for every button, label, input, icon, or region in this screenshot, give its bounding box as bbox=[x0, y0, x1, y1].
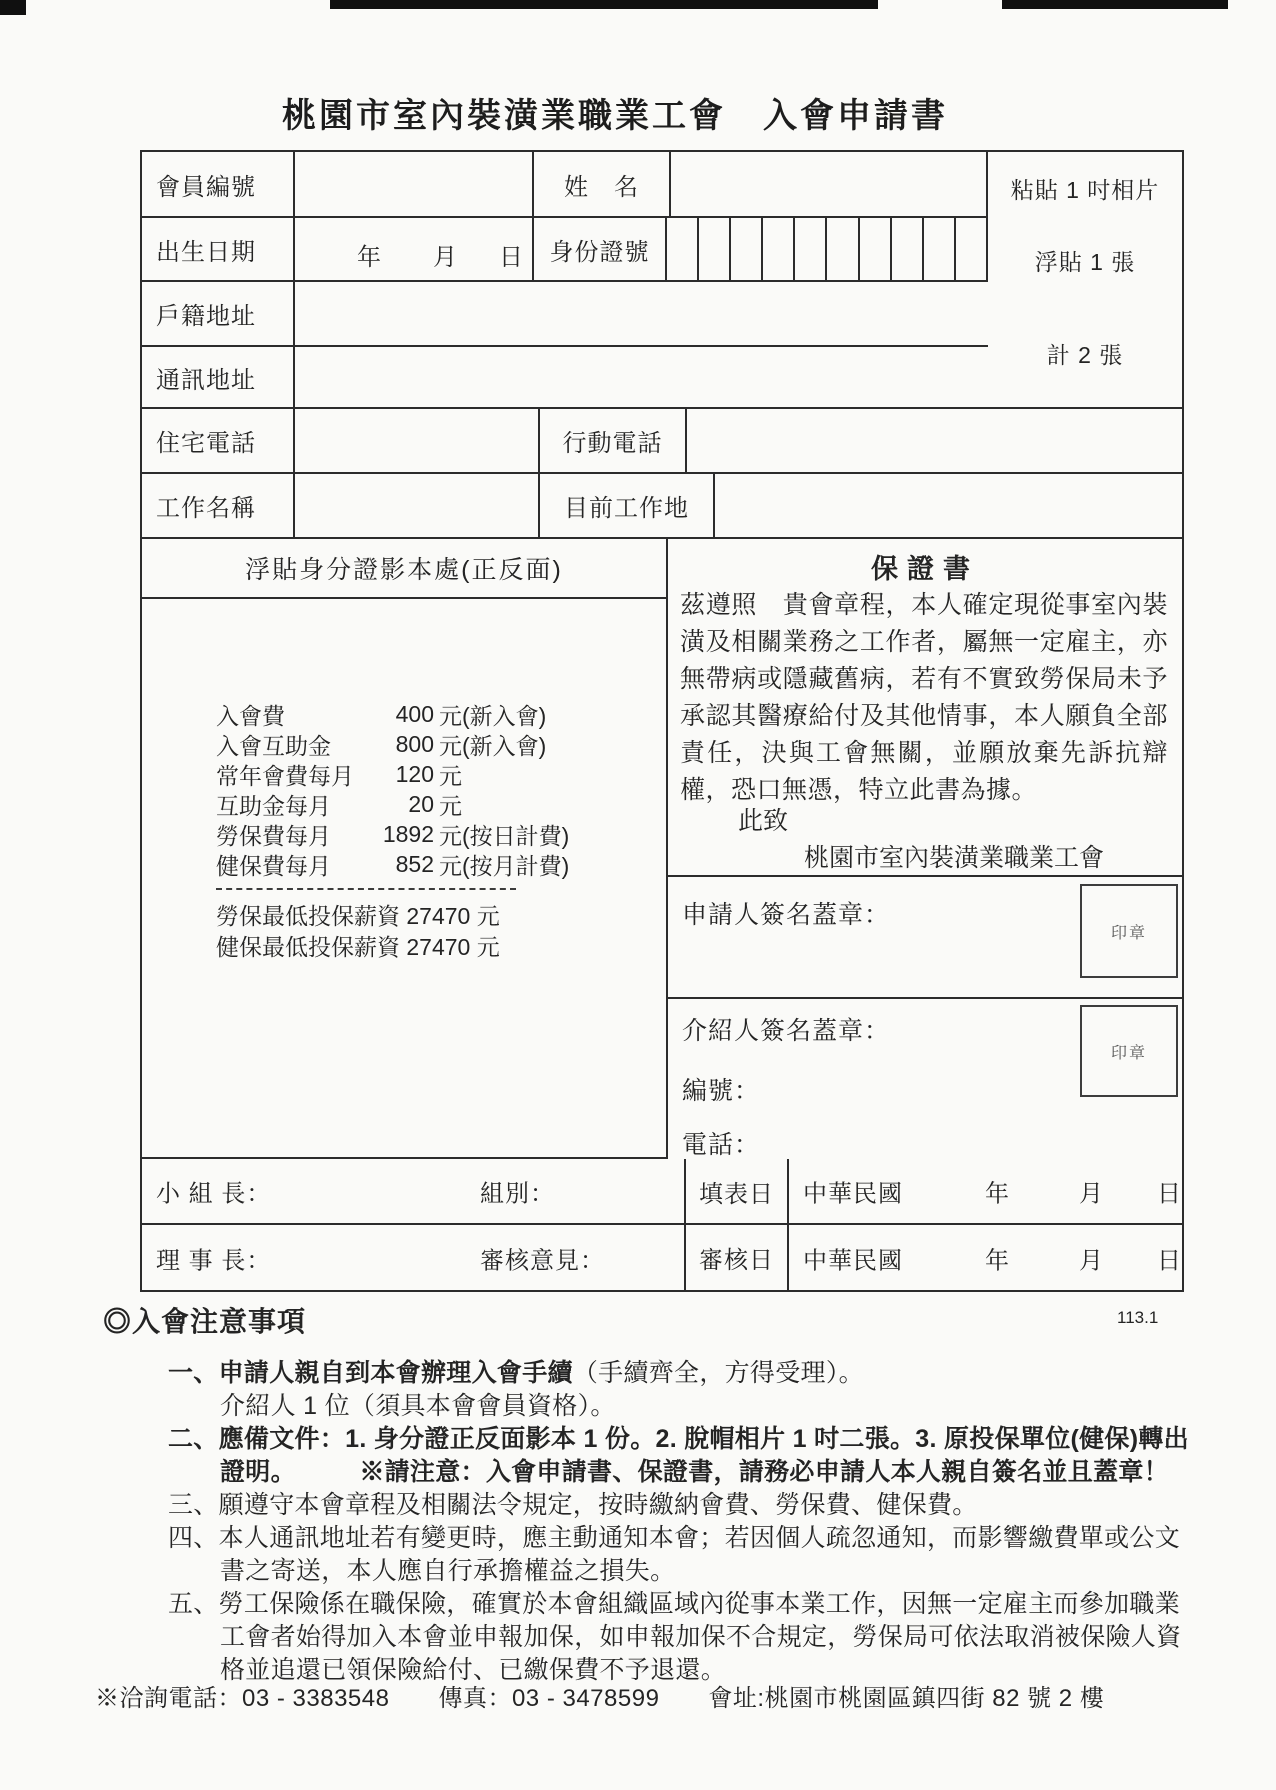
introducer-no-label: 編號： bbox=[682, 1077, 761, 1105]
name-field bbox=[671, 152, 988, 218]
fee-row bbox=[216, 819, 569, 849]
seal-label: 印章 bbox=[1110, 1044, 1147, 1062]
note-text-segment: 四、本人通訊地址若有變更時，應主動通知本會；若因個人疏忽通知，而影響繳費單或公文 bbox=[168, 1524, 1181, 1552]
id-digit-cell bbox=[860, 218, 892, 280]
fee-label: 常年會費每月 bbox=[216, 762, 354, 789]
fee-unit: 元 bbox=[439, 762, 462, 789]
note-line bbox=[220, 1551, 675, 1587]
note-line bbox=[168, 1485, 978, 1521]
fee-label: 健保費每月 bbox=[216, 852, 331, 879]
fee-row bbox=[216, 849, 569, 879]
note-text-segment bbox=[283, 1458, 359, 1486]
notes-heading: ◎入會注意事項 bbox=[103, 1306, 307, 1337]
fee-divider bbox=[216, 888, 516, 890]
introducer-phone-label: 電話： bbox=[682, 1131, 761, 1159]
note-text-segment: 格並追還已領保險給付、已繳保費不予退還。 bbox=[220, 1656, 727, 1684]
job-title-label: 工作名稱 bbox=[142, 474, 295, 539]
guarantee-body: 茲遵照 貴會章程，本人確定現從事室內裝潢及相關業務之工作者，屬無一定雇主，亦無帶病或隱藏舊病，若有不實致勞保局未予承認其醫療給付及其他情事，本人願負全部責任，決與工會無關，並願放棄先訴抗辯權，恐口無憑，特立此書為據。 bbox=[680, 591, 1168, 804]
note-text-segment: 五、勞工保險係在職保險，確實於本會組織區域內從事本業工作，因無一定雇主而參加職業 bbox=[168, 1590, 1181, 1618]
fee-row bbox=[216, 759, 569, 789]
birth-day-label: 日 bbox=[499, 244, 523, 271]
id-number-boxes bbox=[667, 218, 988, 282]
contact-footer: ※洽詢電話：03 - 3383548 傳真：03 - 3478599 會址:桃園市桃園區鎮四街 82 號 2 樓 bbox=[95, 1685, 1105, 1712]
scan-artifact-corner bbox=[0, 0, 26, 15]
scan-artifact-bar-right bbox=[1002, 0, 1228, 9]
guarantee-section bbox=[668, 539, 1182, 877]
note-text-segment: 工會者始得加入本會並申報加保，如申報加保不合規定，勞保局可依法取消被保險人資 bbox=[220, 1623, 1182, 1651]
year-label: 年 bbox=[985, 1247, 1010, 1274]
fee-unit: 元 bbox=[439, 792, 462, 819]
photo-box bbox=[988, 152, 1182, 409]
id-copy-area bbox=[142, 599, 668, 1159]
review-date-label: 審核日 bbox=[686, 1225, 789, 1290]
note-text-segment: 應備文件：1. 身分證正反面影本 1 份。2. 脫帽相片 1 吋二張。3. 原投保單位(健保)轉出 bbox=[218, 1425, 1189, 1453]
photo-instruction-1: 粘貼 1 吋相片 bbox=[1010, 177, 1160, 203]
review-date-field bbox=[789, 1225, 1182, 1290]
fee-label: 互助金每月 bbox=[216, 792, 331, 819]
note-text-segment: 二、 bbox=[168, 1425, 219, 1453]
id-digit-cell bbox=[892, 218, 924, 280]
member-no-field bbox=[295, 152, 534, 218]
household-address-label: 戶籍地址 bbox=[142, 282, 295, 347]
applicant-signature-label: 申請人簽名蓋章： bbox=[682, 901, 891, 929]
form-title: 桃園市室內裝潢業職業工會 入會申請書 bbox=[282, 97, 948, 135]
note-line bbox=[220, 1617, 1181, 1653]
job-title-field bbox=[295, 474, 540, 539]
home-phone-label: 住宅電話 bbox=[142, 409, 295, 474]
id-digit-cell bbox=[763, 218, 795, 280]
roc-era-label: 中華民國 bbox=[803, 1247, 903, 1274]
fee-label: 入會費 bbox=[216, 702, 285, 729]
month-label: 月 bbox=[1079, 1180, 1104, 1208]
form-table bbox=[140, 150, 1184, 1292]
workplace-field bbox=[715, 474, 1182, 539]
fee-amt: 852 bbox=[395, 850, 434, 877]
home-phone-field bbox=[295, 409, 540, 474]
fee-unit: 元(新入會) bbox=[439, 702, 547, 729]
id-copy-header: 浮貼身分證影本處(正反面) bbox=[142, 539, 668, 599]
roc-era-label: 中華民國 bbox=[803, 1180, 903, 1208]
id-digit-cell bbox=[956, 218, 986, 280]
workplace-label: 目前工作地 bbox=[540, 474, 715, 539]
day-label: 日 bbox=[1157, 1180, 1182, 1208]
day-label: 日 bbox=[1157, 1247, 1182, 1274]
birth-date-field bbox=[295, 218, 534, 282]
fee-label: 入會互助金 bbox=[216, 732, 331, 759]
photo-instruction-3: 計 2 張 bbox=[1046, 342, 1124, 368]
fee-unit: 元(按日計費) bbox=[439, 822, 570, 849]
birth-month-label: 月 bbox=[433, 244, 457, 271]
note-line bbox=[168, 1419, 1189, 1455]
id-number-label: 身份證號 bbox=[534, 218, 667, 282]
introducer-signature-label: 介紹人簽名蓋章： bbox=[682, 1017, 891, 1045]
id-digit-cell bbox=[699, 218, 731, 280]
note-text-segment: 證明。 bbox=[220, 1458, 284, 1486]
mailing-address-label: 通訊地址 bbox=[142, 347, 295, 409]
introducer-seal-box bbox=[1080, 1005, 1178, 1097]
fee-row bbox=[216, 729, 569, 759]
guarantee-salutation: 此致 bbox=[738, 807, 789, 835]
note-text-segment: 介紹人 1 位（須具本會會員資格）。 bbox=[220, 1392, 616, 1420]
fill-date-field bbox=[789, 1159, 1182, 1225]
fee-amt: 20 bbox=[408, 790, 434, 817]
mobile-phone-label: 行動電話 bbox=[540, 409, 687, 474]
note-line bbox=[168, 1518, 1180, 1554]
note-text-segment: 三、願遵守本會章程及相關法令規定，按時繳納會費、勞保費、健保費。 bbox=[168, 1491, 978, 1519]
name-label: 姓 名 bbox=[534, 152, 671, 218]
id-digit-cell bbox=[795, 218, 827, 280]
group-leader-row bbox=[142, 1159, 686, 1225]
review-opinion-label: 審核意見： bbox=[480, 1247, 605, 1274]
introducer-signature-row bbox=[668, 999, 1182, 1159]
note-text-segment: 申請人親自到本會辦理入會手續 bbox=[218, 1359, 573, 1387]
fee-schedule bbox=[216, 699, 569, 963]
fee-amt: 400 bbox=[395, 700, 434, 727]
id-digit-cell bbox=[667, 218, 699, 280]
mailing-address-field bbox=[295, 347, 988, 409]
month-label: 月 bbox=[1079, 1247, 1104, 1274]
year-label: 年 bbox=[985, 1180, 1010, 1208]
seal-label: 印章 bbox=[1110, 924, 1147, 942]
birth-year-label: 年 bbox=[357, 244, 381, 271]
note-text-segment: 書之寄送，本人應自行承擔權益之損失。 bbox=[220, 1557, 676, 1585]
group-label: 組別： bbox=[480, 1180, 555, 1208]
fee-amt: 800 bbox=[395, 730, 434, 757]
note-text-segment: （手續齊全，方得受理）。 bbox=[572, 1359, 864, 1387]
fee-amt: 120 bbox=[395, 760, 434, 787]
fee-label: 勞保費每月 bbox=[216, 822, 331, 849]
fee-unit: 元(按月計費) bbox=[439, 852, 570, 879]
note-line bbox=[220, 1452, 1169, 1488]
guarantee-title: 保證書 bbox=[871, 554, 979, 584]
mobile-phone-field bbox=[687, 409, 1182, 474]
fee-unit: 元(新入會) bbox=[439, 732, 547, 759]
household-address-field bbox=[295, 282, 988, 347]
chairman-label: 理 事 長： bbox=[156, 1247, 272, 1274]
applicant-seal-box bbox=[1080, 884, 1178, 978]
fee-row bbox=[216, 789, 569, 819]
fee-row bbox=[216, 699, 569, 729]
id-digit-cell bbox=[924, 218, 956, 280]
guarantee-org-name: 桃園市室內裝潢業職業工會 bbox=[804, 844, 1105, 872]
note-line bbox=[168, 1353, 864, 1389]
min-insured-wage-note: 健保最低投保薪資 27470 元 bbox=[216, 934, 500, 960]
note-line bbox=[220, 1386, 616, 1422]
group-leader-label: 小 組 長： bbox=[156, 1180, 272, 1208]
photo-instruction-2: 浮貼 1 張 bbox=[1034, 249, 1136, 275]
fill-date-label: 填表日 bbox=[686, 1159, 789, 1225]
id-digit-cell bbox=[827, 218, 859, 280]
scan-artifact-bar-left bbox=[330, 0, 878, 9]
min-insured-wage-note: 勞保最低投保薪資 27470 元 bbox=[216, 903, 500, 929]
note-line bbox=[168, 1584, 1180, 1620]
id-digit-cell bbox=[731, 218, 763, 280]
applicant-signature-row bbox=[668, 877, 1182, 999]
chairman-row bbox=[142, 1225, 686, 1290]
fee-amt: 1892 bbox=[382, 820, 434, 847]
member-no-label: 會員編號 bbox=[142, 152, 295, 218]
form-version: 113.1 bbox=[1117, 1308, 1159, 1327]
note-text-segment: 一、 bbox=[168, 1359, 219, 1387]
note-text-segment: ※請注意：入會申請書、保證書，請務必申請人本人親自簽名並且蓋章！ bbox=[359, 1458, 1169, 1486]
birth-date-label: 出生日期 bbox=[142, 218, 295, 282]
